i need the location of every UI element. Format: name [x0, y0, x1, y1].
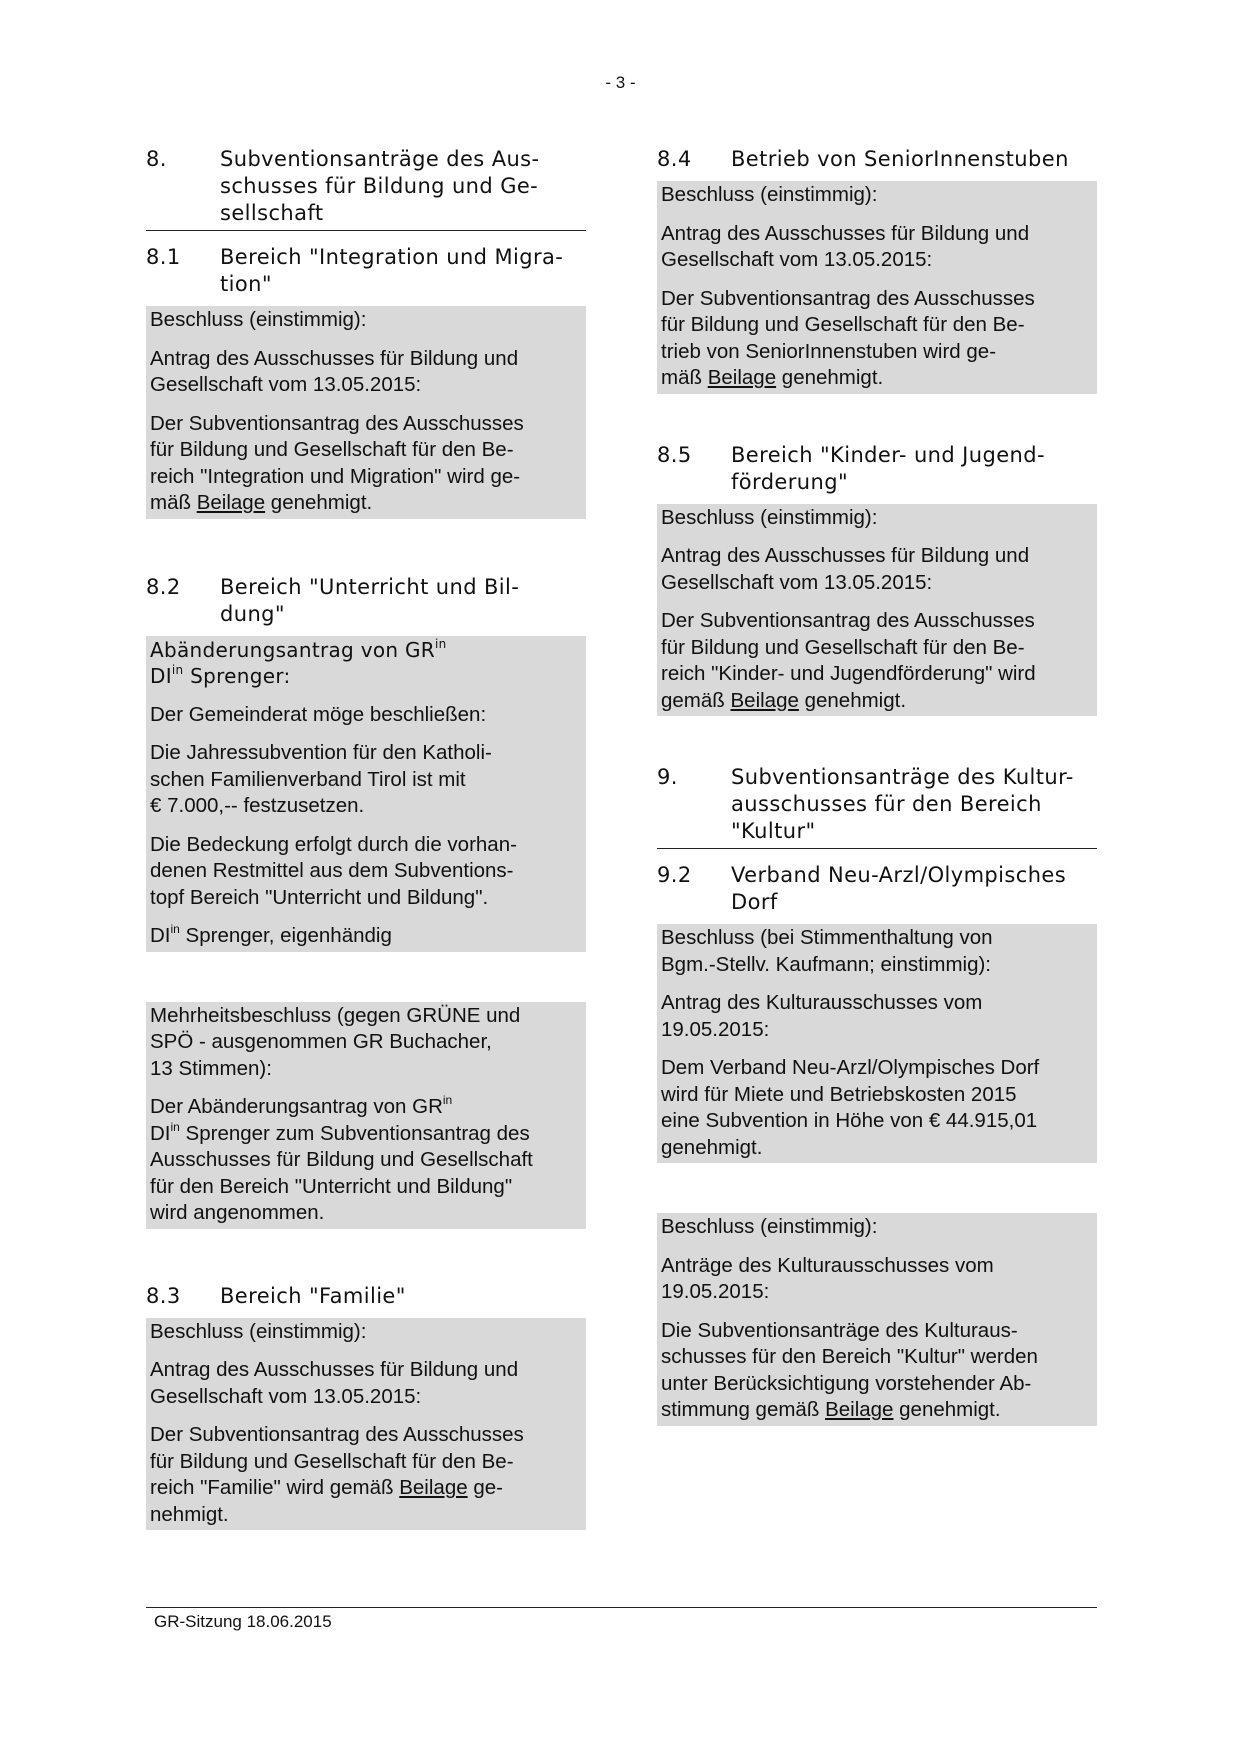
beilage-link[interactable]: Beilage: [399, 1476, 468, 1499]
section-9-2-heading: [657, 862, 1097, 916]
motion-text: Antrag des Ausschusses für Bildung und Gesellschaft vom 13.05.2015:: [150, 1358, 519, 1408]
section-number: 8.: [146, 147, 167, 171]
resolution-label: Beschluss (einstimmig):: [661, 1215, 878, 1238]
resolution-label: Beschluss (einstimmig):: [661, 505, 878, 529]
title-line: tion": [220, 272, 272, 296]
section-8-4-heading: [657, 146, 1097, 173]
title-line: Verband Neu-Arzl/Olympisches: [731, 863, 1067, 887]
resolution-text: Der Subventionsantrag des Ausschusses für Bildung und Gesellschaft für den Be- reich "Familie" wird gemäß Beilage ge- nehmigt.: [150, 1423, 524, 1526]
section-title: [220, 146, 586, 227]
coverage-text: Die Bedeckung erfolgt durch die vorhan- denen Restmittel aus dem Subventions- topf Bereich "Unterricht und Bildung".: [150, 832, 517, 909]
beilage-link[interactable]: Beilage: [707, 366, 777, 389]
title-line: Subventionsanträge des Aus-: [220, 147, 540, 171]
majority-result: Der Abänderungsantrag von $GR^{in}$ $DI^{in}$ Sprenger zum Subventionsantrag des Ausschusses für Bildung und Gesellschaft für den Bereich "Unterricht und Bildung" wird angenommen.: [150, 1093, 533, 1224]
motion-text: Antrag des Ausschusses für Bildung und Gesellschaft vom 13.05.2015:: [150, 346, 519, 396]
resolution-box-8-3: [146, 1318, 586, 1531]
title-line: dung": [220, 601, 285, 626]
footer-text: GR-Sitzung 18.06.2015: [154, 1612, 332, 1631]
page-number: - 3 -: [605, 73, 636, 92]
resolution-box-8-4: [657, 181, 1097, 394]
footer-divider: [146, 1607, 1097, 1608]
resolution-label: Beschluss (einstimmig):: [150, 1319, 367, 1343]
resolution-text: Der Subventionsantrag des Ausschusses für Bildung und Gesellschaft für den Be- reich "Kinder- und Jugendförderung" wird gemäß Beilage genehmigt.: [661, 609, 1036, 712]
section-number: 8.5: [657, 442, 692, 467]
resolution-box-8-1: [146, 306, 586, 519]
section-number: 8.1: [146, 245, 181, 269]
majority-label: Mehrheitsbeschluss (gegen GRÜNE und SPÖ - ausgenommen GR Buchacher, 13 Stimmen):: [150, 1003, 521, 1080]
beilage-link[interactable]: Beilage: [196, 491, 266, 514]
title-line: schusses für Bildung und Ge-: [220, 174, 539, 198]
right-column: [657, 146, 1097, 1426]
section-title: [220, 1283, 586, 1310]
title-line: "Kultur": [731, 819, 816, 843]
subsidy-text: Die Jahressubvention für den Katholi- schen Familienverband Tirol ist mit € 7.000,-- festzusetzen.: [150, 741, 492, 817]
title-line: Dorf: [731, 890, 778, 914]
signature-text: $DI^{in}$ Sprenger, eigenhändig: [150, 922, 392, 947]
resolution-text: Dem Verband Neu-Arzl/Olympisches Dorf wird für Miete und Betriebskosten 2015 eine Subvention in Höhe von € 44.915,01 genehmigt.: [661, 1056, 1040, 1159]
section-number: 9.: [657, 765, 678, 789]
section-title: [220, 574, 586, 628]
section-8-1-heading: [146, 244, 586, 298]
council-text: Der Gemeinderat möge beschließen:: [150, 702, 487, 726]
section-title: [220, 244, 586, 298]
title-line: Betrieb von SeniorInnenstuben: [731, 147, 1069, 171]
title-line: sellschaft: [220, 201, 324, 225]
section-title: [731, 862, 1097, 916]
section-title: [731, 442, 1097, 496]
amendment-box-8-2: [146, 636, 586, 952]
resolution-text: Der Subventionsantrag des Ausschusses für Bildung und Gesellschaft für den Be- trieb von SeniorInnenstuben wird ge- mäß Beilage genehmigt.: [661, 286, 1035, 389]
title-line: Subventionsanträge des Kultur-: [731, 765, 1074, 789]
resolution-box-9-final: [657, 1213, 1097, 1426]
title-line: Bereich "Familie": [220, 1283, 406, 1308]
resolution-label: Beschluss (bei Stimmenthaltung von Bgm.-Stellv. Kaufmann; einstimmig):: [661, 926, 993, 976]
section-9-heading: [657, 764, 1097, 849]
motion-text: Antrag des Ausschusses für Bildung und Gesellschaft vom 13.05.2015:: [661, 221, 1030, 271]
beilage-link[interactable]: Beilage: [825, 1398, 894, 1421]
title-line: Bereich "Integration und Migra-: [220, 245, 564, 269]
majority-box-8-2: [146, 1002, 586, 1229]
motion-text: Anträge des Kulturausschusses vom 19.05.2015:: [661, 1253, 994, 1303]
amendment-heading: Abänderungsantrag von $GR^{in}$ $DI^{in}$ Sprenger:: [150, 636, 447, 688]
beilage-link[interactable]: Beilage: [730, 688, 799, 712]
section-number: 8.3: [146, 1283, 181, 1308]
resolution-box-8-5: [657, 504, 1097, 717]
left-column: [146, 146, 586, 1530]
resolution-label: Beschluss (einstimmig):: [661, 183, 878, 206]
section-title: [731, 146, 1097, 173]
title-line: ausschusses für den Bereich: [731, 792, 1042, 816]
title-line: Bereich "Unterricht und Bil-: [220, 574, 520, 599]
section-number: 8.2: [146, 574, 181, 599]
resolution-text: Die Subventionsanträge des Kulturaus- schusses für den Bereich "Kultur" werden unter Berücksichtigung vorstehender Ab- stimmung gemäß Beilage genehmigt.: [661, 1318, 1038, 1421]
title-line: förderung": [731, 469, 848, 494]
section-8-2-heading: [146, 574, 586, 628]
section-number: 8.4: [657, 147, 692, 171]
section-8-3-heading: [146, 1283, 586, 1310]
section-title: [731, 764, 1097, 845]
motion-text: Antrag des Ausschusses für Bildung und Gesellschaft vom 13.05.2015:: [661, 544, 1030, 594]
title-line: Bereich "Kinder- und Jugend-: [731, 442, 1045, 467]
resolution-box-9-2: [657, 924, 1097, 1163]
motion-text: Antrag des Kulturausschusses vom 19.05.2015:: [661, 991, 983, 1041]
section-8-5-heading: [657, 442, 1097, 496]
resolution-text: Der Subventionsantrag des Ausschusses für Bildung und Gesellschaft für den Be- reich "Integration und Migration" wird ge- mäß Beilage genehmigt.: [150, 411, 524, 514]
section-number: 9.2: [657, 863, 692, 887]
resolution-label: Beschluss (einstimmig):: [150, 308, 367, 331]
section-8-heading: [146, 146, 586, 231]
